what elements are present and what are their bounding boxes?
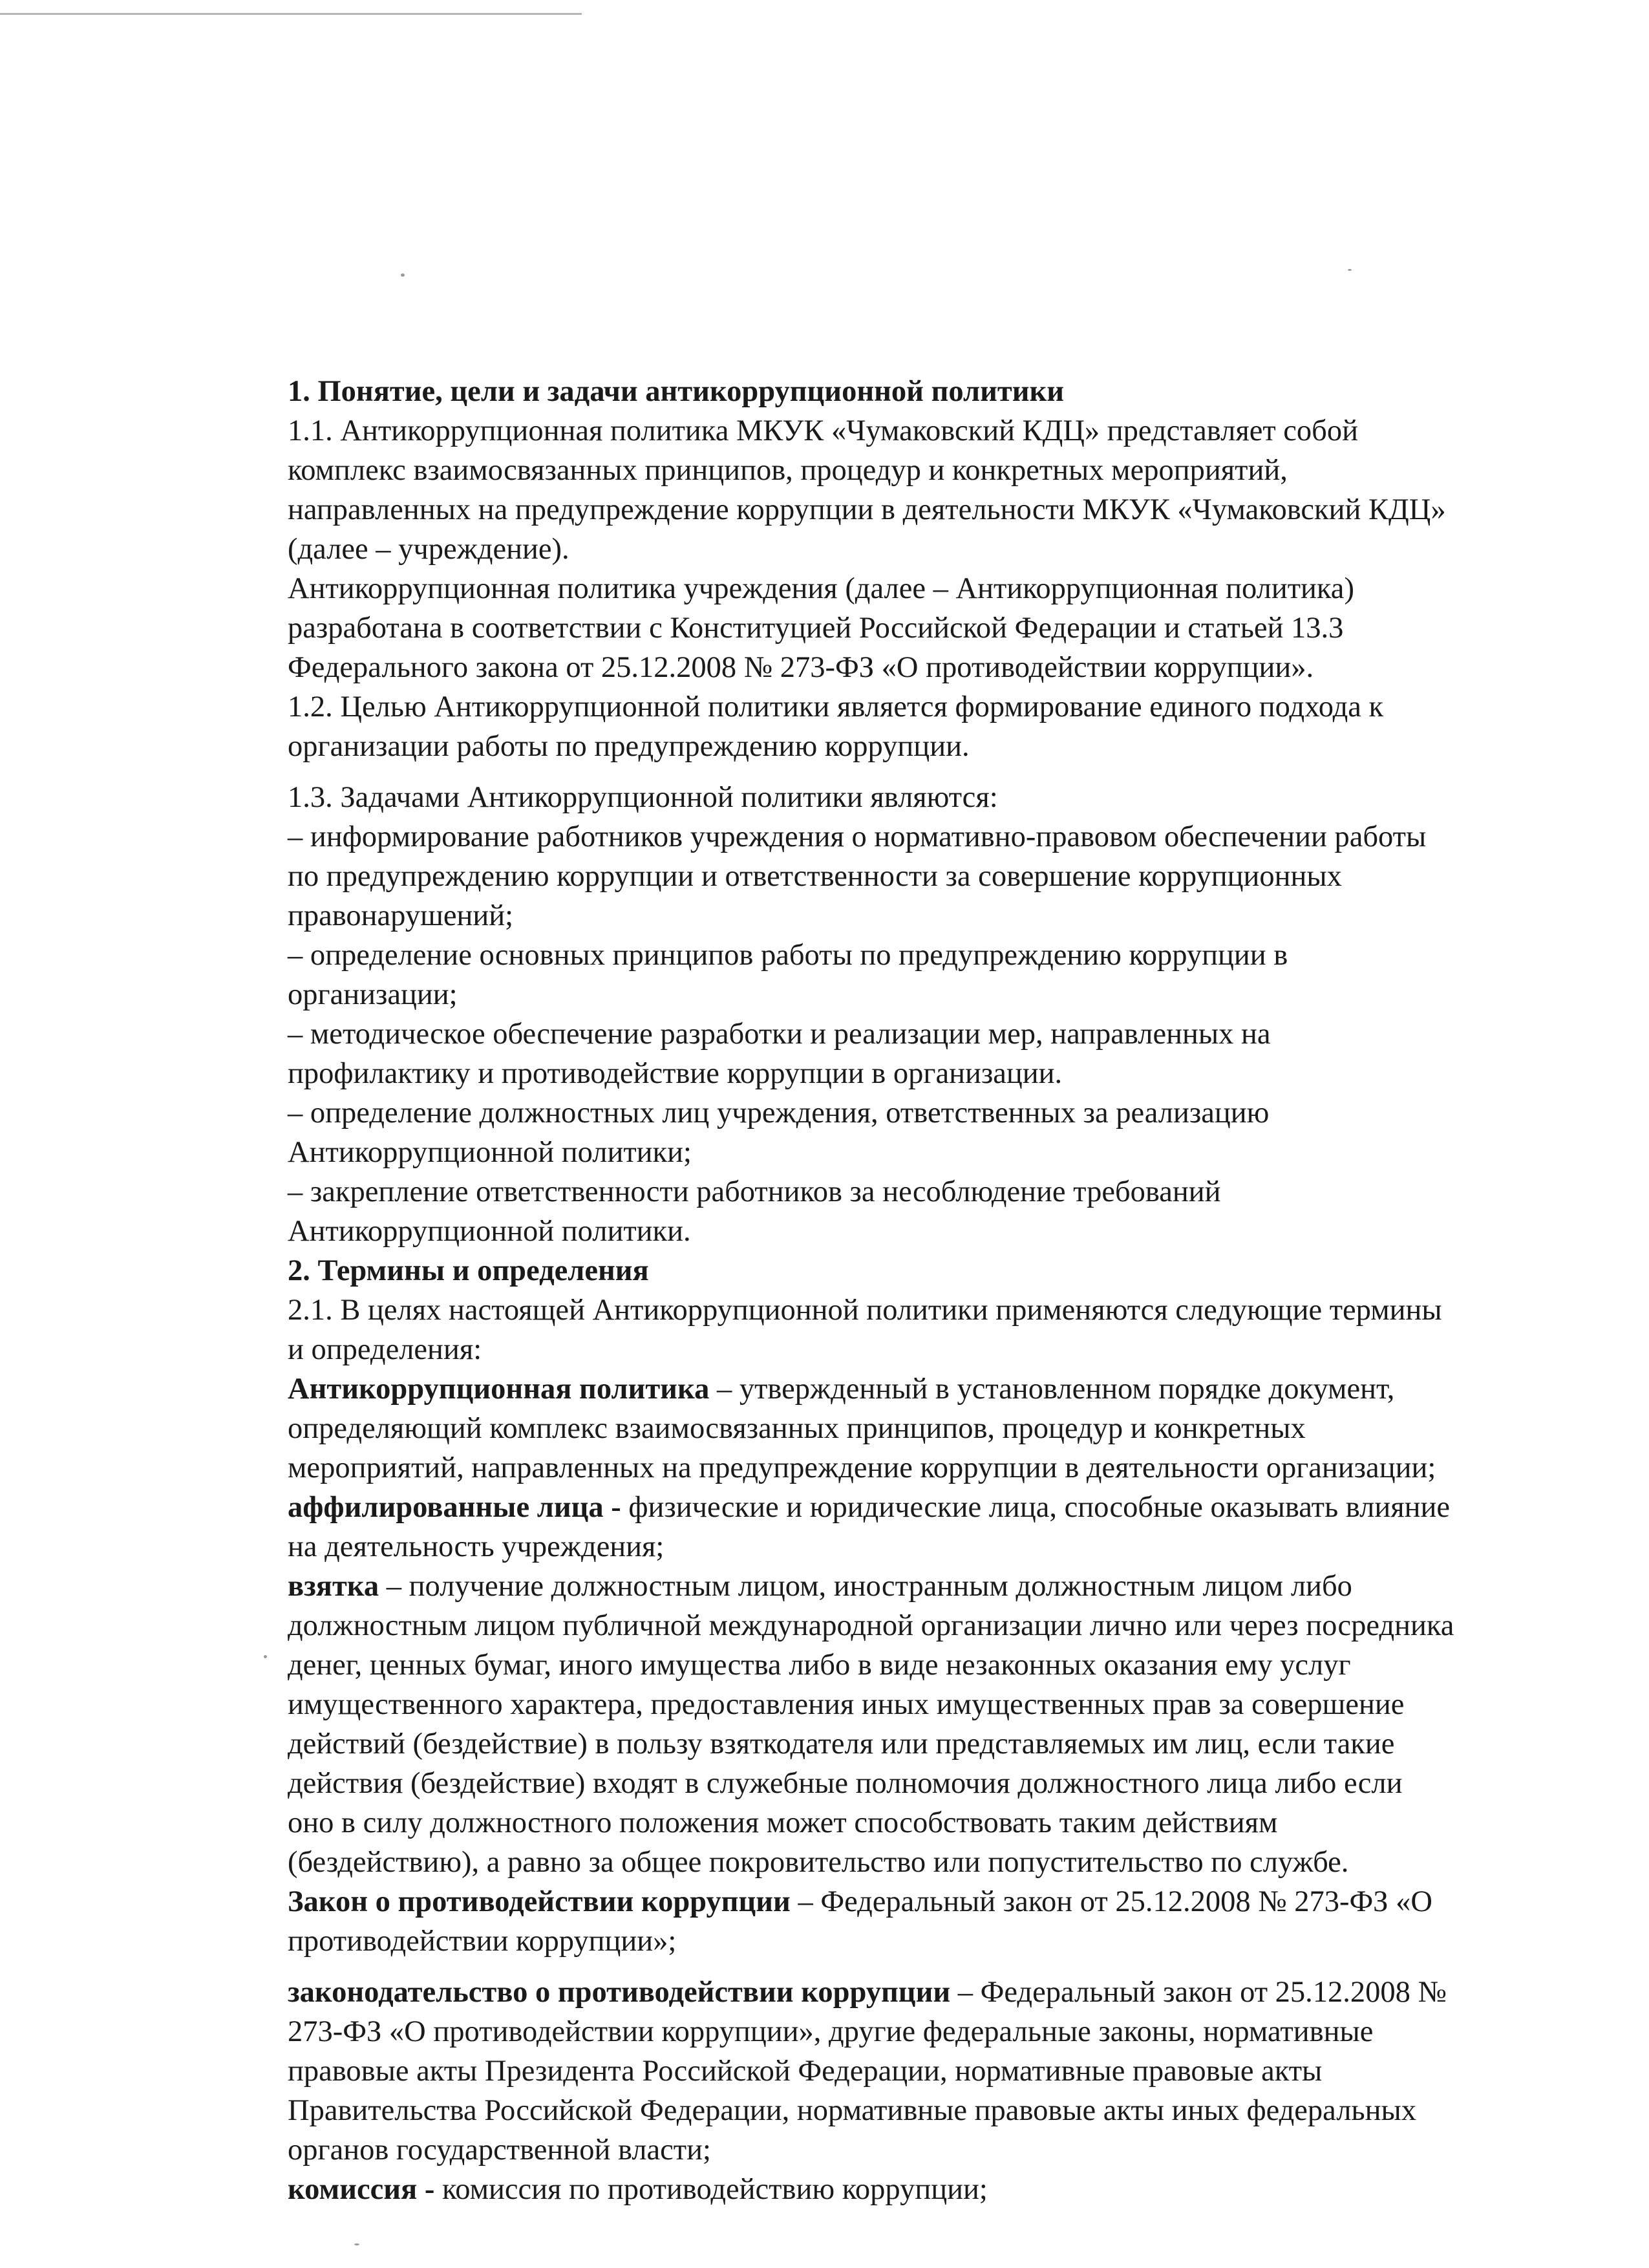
paragraph-gap — [288, 766, 1548, 778]
definition-term: Антикоррупционная политика — [288, 1373, 710, 1406]
definition-anticorruption-policy — [288, 1369, 1548, 1409]
task-list-line: Антикоррупционной политики. — [288, 1215, 691, 1248]
definition-line: (бездействию), а равно за общее покровительство или попустительство по службе. — [288, 1846, 1349, 1879]
task-list-line: – методическое обеспечение разработки и реализации мер, направленных на — [288, 1018, 1271, 1051]
paragraph-1-1-line: комплекс взаимосвязанных принципов, процедур и конкретных мероприятий, — [288, 454, 1288, 487]
task-list-line: профилактику и противодействие коррупции в организации. — [288, 1057, 1063, 1090]
definition-term: Закон о противодействии коррупции — [288, 1885, 791, 1918]
definition-line: правовые акты Президента Российской Федерации, нормативные правовые акты — [288, 2055, 1323, 2088]
paragraph-1-2-line: организации работы по предупреждению коррупции. — [288, 730, 970, 763]
definition-affiliated-persons — [288, 1488, 1548, 1527]
task-list-line: по предупреждению коррупции и ответственности за совершение коррупционных — [288, 860, 1342, 893]
definition-bribe — [288, 1567, 1548, 1606]
task-list-line: – определение основных принципов работы по предупреждению коррупции в — [288, 939, 1288, 972]
definition-term: законодательство о противодействии коррупции — [288, 1976, 951, 2009]
scan-edge-line — [0, 13, 582, 15]
scan-speck — [401, 273, 405, 277]
paragraph-1-1-line: направленных на предупреждение коррупции в деятельности МКУК «Чумаковский КДЦ» — [288, 493, 1446, 526]
definition-line: Правительства Российской Федерации, нормативные правовые акты иных федеральных — [288, 2094, 1417, 2127]
paragraph-1-1-line: (далее – учреждение). — [288, 533, 569, 566]
document-body — [288, 372, 1548, 2209]
scan-speck — [1348, 269, 1352, 271]
scan-speck — [354, 2243, 359, 2245]
policy-paragraph-line: разработана в соответствии с Конституцией Российской Федерации и статьей 13.3 — [288, 612, 1344, 645]
definition-anticorruption-legislation — [288, 1973, 1548, 2012]
definition-line: 273-ФЗ «О противодействии коррупции», другие федеральные законы, нормативные — [288, 2015, 1374, 2048]
definition-anticorruption-law — [288, 1882, 1548, 1921]
definition-term: комиссия - — [288, 2173, 435, 2206]
task-list-line: Антикоррупционной политики; — [288, 1136, 692, 1169]
definition-line: мероприятий, направленных на предупреждение коррупции в деятельности организации; — [288, 1451, 1436, 1484]
definition-line: органов государственной власти; — [288, 2134, 711, 2166]
policy-paragraph-line: Федерального закона от 25.12.2008 № 273-ФЗ «О противодействии коррупции». — [288, 651, 1314, 684]
definition-text: – Федеральный закон от 25.12.2008 № — [950, 1976, 1447, 2009]
definition-text: физические и юридические лица, способные оказывать влияние — [621, 1491, 1451, 1524]
definition-commission — [288, 2170, 1548, 2209]
paragraph-2-1-line: 2.1. В целях настоящей Антикоррупционной политики применяются следующие термины — [288, 1294, 1442, 1327]
definition-text: – Федеральный закон от 25.12.2008 № 273-ФЗ «О — [790, 1885, 1432, 1918]
definition-line: действий (бездействие) в пользу взяткодателя или представляемых им лиц, если такие — [288, 1728, 1395, 1760]
paragraph-1-1-line: 1.1. Антикоррупционная политика МКУК «Чумаковский КДЦ» представляет собой — [288, 414, 1358, 447]
definition-line: действия (бездействие) входят в служебные полномочия должностного лица либо если — [288, 1767, 1403, 1800]
paragraph-1-3-line: 1.3. Задачами Антикоррупционной политики являются: — [288, 781, 998, 814]
definition-line: должностным лицом публичной международной организации лично или через посредника — [288, 1609, 1454, 1642]
policy-paragraph-line: Антикоррупционная политика учреждения (далее – Антикоррупционная политика) — [288, 572, 1354, 605]
definition-line: противодействии коррупции»; — [288, 1925, 677, 1958]
task-list-line: организации; — [288, 978, 458, 1011]
scan-speck — [264, 1655, 267, 1658]
paragraph-1-2-line: 1.2. Целью Антикоррупционной политики является формирование единого подхода к — [288, 690, 1384, 723]
paragraph-2-1-line: и определения: — [288, 1333, 482, 1366]
definition-term: аффилированные лица - — [288, 1491, 621, 1524]
definition-text: – получение должностным лицом, иностранным должностным лицом либо — [379, 1570, 1352, 1603]
task-list-line: – закрепление ответственности работников за несоблюдение требований — [288, 1175, 1221, 1208]
definition-text: – утвержденный в установленном порядке документ, — [709, 1373, 1395, 1406]
definition-line: денег, ценных бумаг, иного имущества либо в виде незаконных оказания ему услуг — [288, 1649, 1351, 1682]
definition-line: имущественного характера, предоставления иных имущественных прав за совершение — [288, 1688, 1405, 1721]
section-1-heading: 1. Понятие, цели и задачи антикоррупционной политики — [288, 375, 1065, 408]
definition-line: оно в силу должностного положения может способствовать таким действиям — [288, 1806, 1278, 1839]
definition-term: взятка — [288, 1570, 379, 1603]
definition-line: определяющий комплекс взаимосвязанных принципов, процедур и конкретных — [288, 1412, 1306, 1445]
task-list-line: правонарушений; — [288, 899, 514, 932]
definition-text: комиссия по противодействию коррупции; — [434, 2173, 988, 2206]
task-list-line: – информирование работников учреждения о нормативно-правовом обеспечении работы — [288, 820, 1427, 853]
task-list-line: – определение должностных лиц учреждения, ответственных за реализацию — [288, 1097, 1270, 1129]
section-2-heading: 2. Термины и определения — [288, 1254, 649, 1287]
definition-line: на деятельность учреждения; — [288, 1530, 665, 1563]
paragraph-gap — [288, 1961, 1548, 1973]
